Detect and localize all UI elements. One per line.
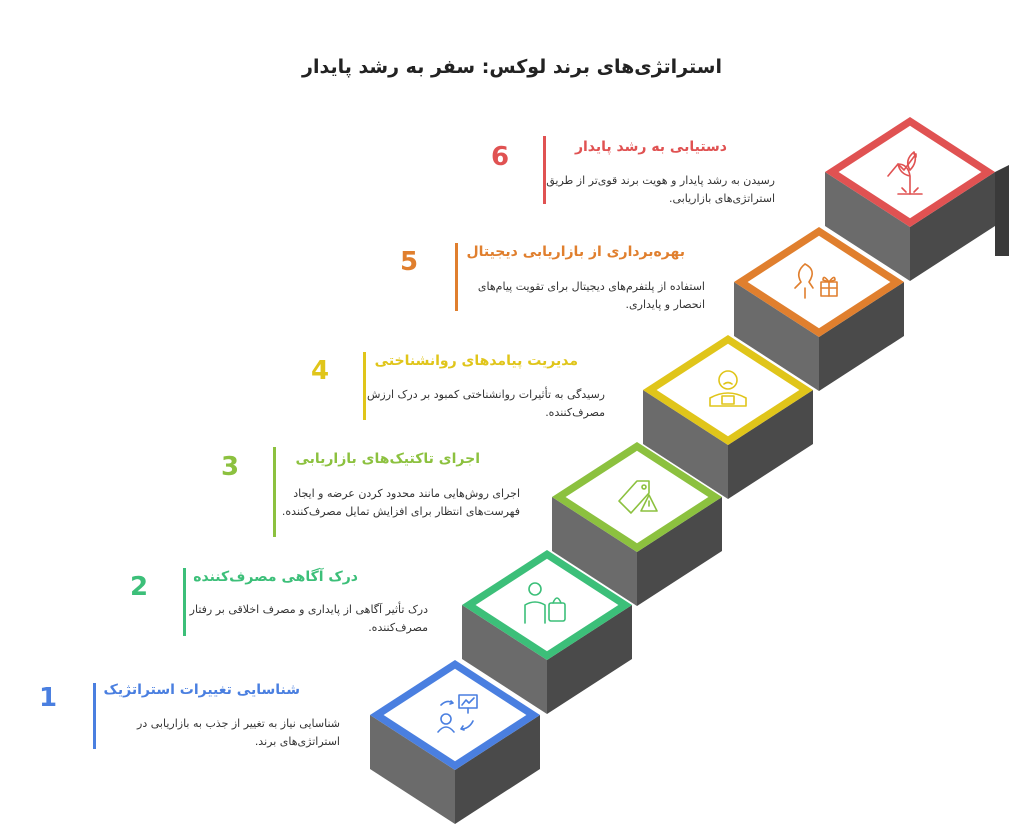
diagram-title: استراتژی‌های برند لوکس: سفر به رشد پایدار	[302, 56, 722, 78]
step-heading: بهره‌برداری از بازاریابی دیجیتال	[466, 244, 685, 260]
step-description: شناسایی نیاز به تغییر از جذب به بازاریابی در استراتژی‌های برند.	[137, 717, 340, 748]
step-description: اجرای روش‌هایی مانند محدود کردن عرضه و ایجاد فهرست‌های انتظار برای افزایش تمایل مصرف‌کننده.	[281, 487, 520, 518]
step-number: 4	[310, 356, 330, 386]
step-heading: اجرای تاکتیک‌های بازاریابی	[295, 451, 480, 467]
step-description: رسیدگی به تأثیرات روانشناختی کمبود بر درک ارزش مصرف‌کننده.	[366, 388, 605, 419]
step-heading: درک آگاهی مصرف‌کننده	[193, 569, 358, 585]
step-number: 5	[399, 247, 419, 277]
step-number: 3	[220, 452, 240, 482]
step-description: استفاده از پلتفرم‌های دیجیتال برای تقویت پیام‌های انحصار و پایداری.	[477, 280, 705, 311]
step-description: درک تأثیر آگاهی از پایداری و مصرف اخلاقی بر رفتار مصرف‌کننده.	[189, 603, 428, 634]
step-heading: شناسایی تغییرات استراتژیک	[103, 682, 300, 698]
step-heading: مدیریت پیامدهای روانشناختی	[374, 353, 578, 369]
step-number: 2	[129, 572, 149, 602]
step-heading: دستیابی به رشد پایدار	[574, 139, 727, 155]
step-number: 6	[490, 142, 510, 172]
step-description: رسیدن به رشد پایدار و هویت برند قوی‌تر از طریق استراتژی‌های بازاریابی.	[546, 174, 775, 205]
stair-side-back	[995, 165, 1009, 256]
step-number: 1	[38, 683, 58, 713]
